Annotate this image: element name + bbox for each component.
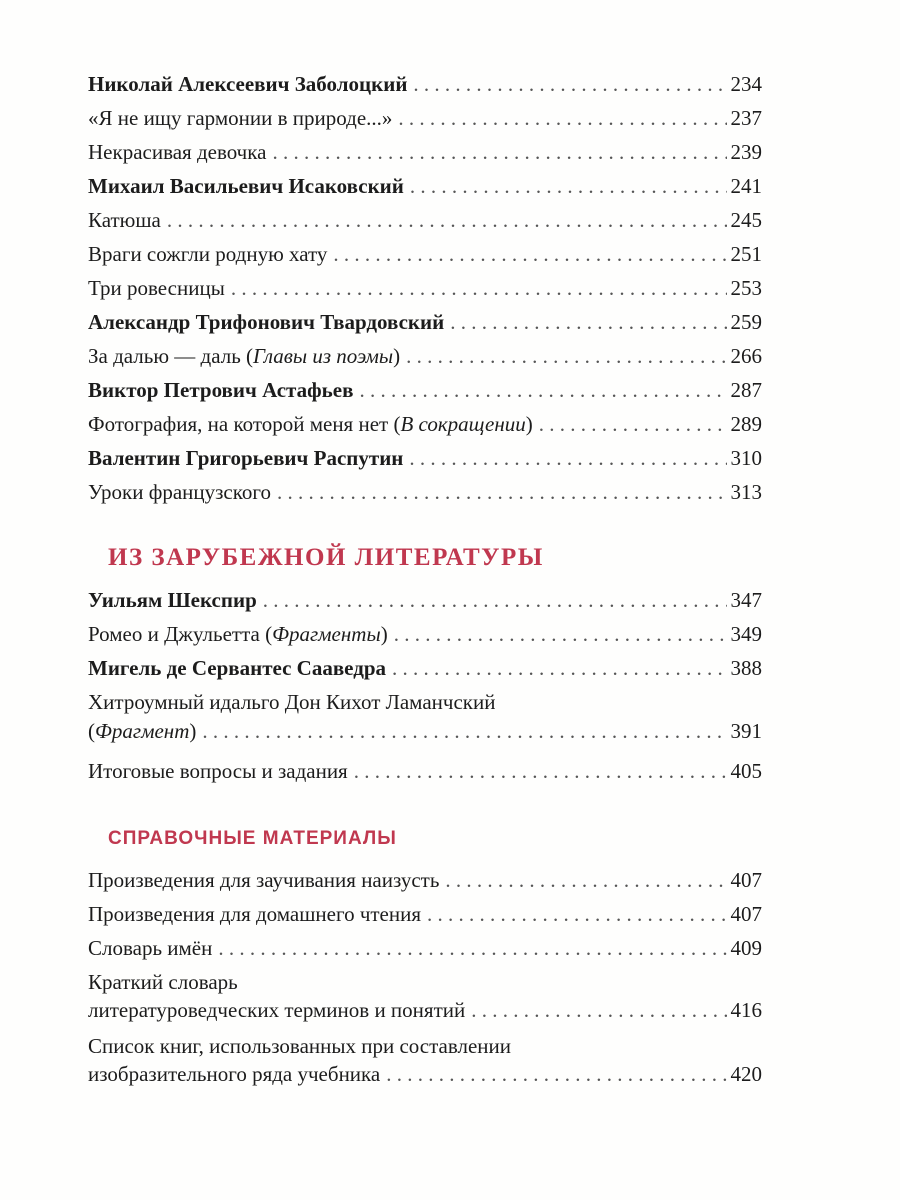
toc-entry-title: Произведения для заучивания наизусть <box>88 868 440 892</box>
toc-entry-title: изобразительного ряда учебника <box>88 1062 381 1086</box>
toc-entry-page: 391 <box>730 719 762 743</box>
dot-leader <box>218 932 726 964</box>
toc-entry-rasputin <box>88 442 762 474</box>
toc-entry-astafyev <box>88 374 762 406</box>
toc-entry-page: 409 <box>730 936 762 960</box>
dot-leader <box>450 306 726 338</box>
title-end: ) <box>380 622 388 646</box>
section-heading-foreign: ИЗ ЗАРУБЕЖНОЙ ЛИТЕРАТУРЫ <box>108 544 544 571</box>
title-text: ( <box>88 719 95 743</box>
toc-entry-dictionary-line1: Краткий словарь <box>88 970 238 994</box>
toc-entry-naizust <box>88 864 762 896</box>
toc-entry-title <box>88 618 388 650</box>
toc-entry-title: «Я не ищу гармонии в природе...» <box>88 106 393 130</box>
title-italic: В сокращении <box>400 412 526 436</box>
title-end: ) <box>393 344 401 368</box>
toc-entry-book-list-line1: Список книг, использованных при составлении <box>88 1034 512 1058</box>
toc-entry-title <box>88 715 196 747</box>
toc-entry-page: 349 <box>730 622 762 646</box>
toc-entry-page: 239 <box>730 140 762 164</box>
dot-leader <box>263 584 727 616</box>
toc-entry-title: Валентин Григорьевич Распутин <box>88 446 404 470</box>
toc-entry-page: 237 <box>730 106 762 130</box>
toc-entry-title: Три ровесницы <box>88 276 225 300</box>
toc-entry-slovar-imen <box>88 932 762 964</box>
dot-leader <box>398 102 726 134</box>
title-text: Ромео и Джульетта ( <box>88 622 273 646</box>
toc-entry-page: 234 <box>730 72 762 96</box>
toc-entry-fotografiya <box>88 408 762 440</box>
dot-leader <box>406 340 726 372</box>
toc-entry-page: 289 <box>730 412 762 436</box>
toc-entry-title: Уроки французского <box>88 480 271 504</box>
dot-leader <box>394 618 727 650</box>
toc-entry-page: 310 <box>730 446 762 470</box>
toc-entry-page: 420 <box>730 1062 762 1086</box>
title-end: ) <box>525 412 533 436</box>
section-heading-reference: СПРАВОЧНЫЕ МАТЕРИАЛЫ <box>108 828 397 849</box>
toc-entry-title: Некрасивая девочка <box>88 140 267 164</box>
toc-entry-dictionary-line2 <box>88 994 762 1026</box>
toc-entry-title: Александр Трифонович Твардовский <box>88 310 445 334</box>
toc-entry-nekrasivaya-devochka <box>88 136 762 168</box>
toc-entry-page: 245 <box>730 208 762 232</box>
toc-entry-za-dalyu-dal <box>88 340 762 372</box>
toc-entry-title: Виктор Петрович Астафьев <box>88 378 354 402</box>
title-italic: Фрагмент <box>95 719 190 743</box>
dot-leader <box>539 408 727 440</box>
toc-entry-title: Михаил Васильевич Исаковский <box>88 174 404 198</box>
title-text: Фотография, на которой меня нет ( <box>88 412 401 436</box>
dot-leader <box>354 755 727 787</box>
toc-entry-page: 259 <box>730 310 762 334</box>
toc-entry-page: 347 <box>730 588 762 612</box>
toc-entry-page: 287 <box>730 378 762 402</box>
dot-leader <box>427 898 726 930</box>
toc-entry-title: Катюша <box>88 208 161 232</box>
toc-entry-page: 313 <box>730 480 762 504</box>
toc-entry-katyusha <box>88 204 762 236</box>
toc-entry-page: 251 <box>730 242 762 266</box>
dot-leader <box>359 374 726 406</box>
dot-leader <box>445 864 726 896</box>
dot-leader <box>272 136 726 168</box>
toc-entry-romeo-juliet <box>88 618 762 650</box>
toc-entry-zabolotsky <box>88 68 762 100</box>
toc-entry-title: Итоговые вопросы и задания <box>88 759 348 783</box>
toc-entry-page: 416 <box>730 998 762 1022</box>
toc-entry-page: 407 <box>730 902 762 926</box>
dot-leader <box>471 994 726 1026</box>
toc-entry-cervantes <box>88 652 762 684</box>
title-end: ) <box>189 719 197 743</box>
toc-entry-vragi-sozhgli <box>88 238 762 270</box>
dot-leader <box>277 476 727 508</box>
dot-leader <box>386 1058 726 1090</box>
toc-entry-page: 405 <box>730 759 762 783</box>
toc-entry-tri-rovesnitsy <box>88 272 762 304</box>
title-text: За далью — даль ( <box>88 344 254 368</box>
toc-entry-title: литературоведческих терминов и понятий <box>88 998 466 1022</box>
toc-entry-isakovsky <box>88 170 762 202</box>
toc-entry-page: 266 <box>730 344 762 368</box>
dot-leader <box>202 715 726 747</box>
dot-leader <box>410 170 727 202</box>
toc-entry-title <box>88 408 533 440</box>
toc-entry-tvardovsky <box>88 306 762 338</box>
toc-entry-itogovye-voprosy <box>88 755 762 787</box>
dot-leader <box>167 204 727 236</box>
toc-entry-shakespeare <box>88 584 762 616</box>
dot-leader <box>333 238 726 270</box>
toc-entry-don-quixote-line1: Хитроумный идальго Дон Кихот Ламанчский <box>88 690 496 714</box>
toc-entry-page: 407 <box>730 868 762 892</box>
title-italic: Главы из поэмы <box>253 344 394 368</box>
title-italic: Фрагменты <box>272 622 381 646</box>
toc-entry-ya-ne-ishchu <box>88 102 762 134</box>
toc-entry-domashnee-chtenie <box>88 898 762 930</box>
dot-leader <box>413 68 726 100</box>
toc-entry-title: Николай Алексеевич Заболоцкий <box>88 72 408 96</box>
toc-entry-don-quixote-line2 <box>88 715 762 747</box>
toc-entry-title: Мигель де Сервантес Сааведра <box>88 656 387 680</box>
toc-entry-title <box>88 340 400 372</box>
toc-entry-uroki-frantsuzskogo <box>88 476 762 508</box>
dot-leader <box>231 272 727 304</box>
toc-entry-page: 241 <box>730 174 762 198</box>
toc-entry-book-list-line2 <box>88 1058 762 1090</box>
toc-entry-title: Произведения для домашнего чтения <box>88 902 422 926</box>
dot-leader <box>409 442 726 474</box>
toc-entry-title: Уильям Шекспир <box>88 588 257 612</box>
toc-entry-page: 388 <box>730 656 762 680</box>
dot-leader <box>392 652 726 684</box>
toc-entry-page: 253 <box>730 276 762 300</box>
toc-entry-title: Враги сожгли родную хату <box>88 242 328 266</box>
toc-entry-title: Словарь имён <box>88 936 213 960</box>
